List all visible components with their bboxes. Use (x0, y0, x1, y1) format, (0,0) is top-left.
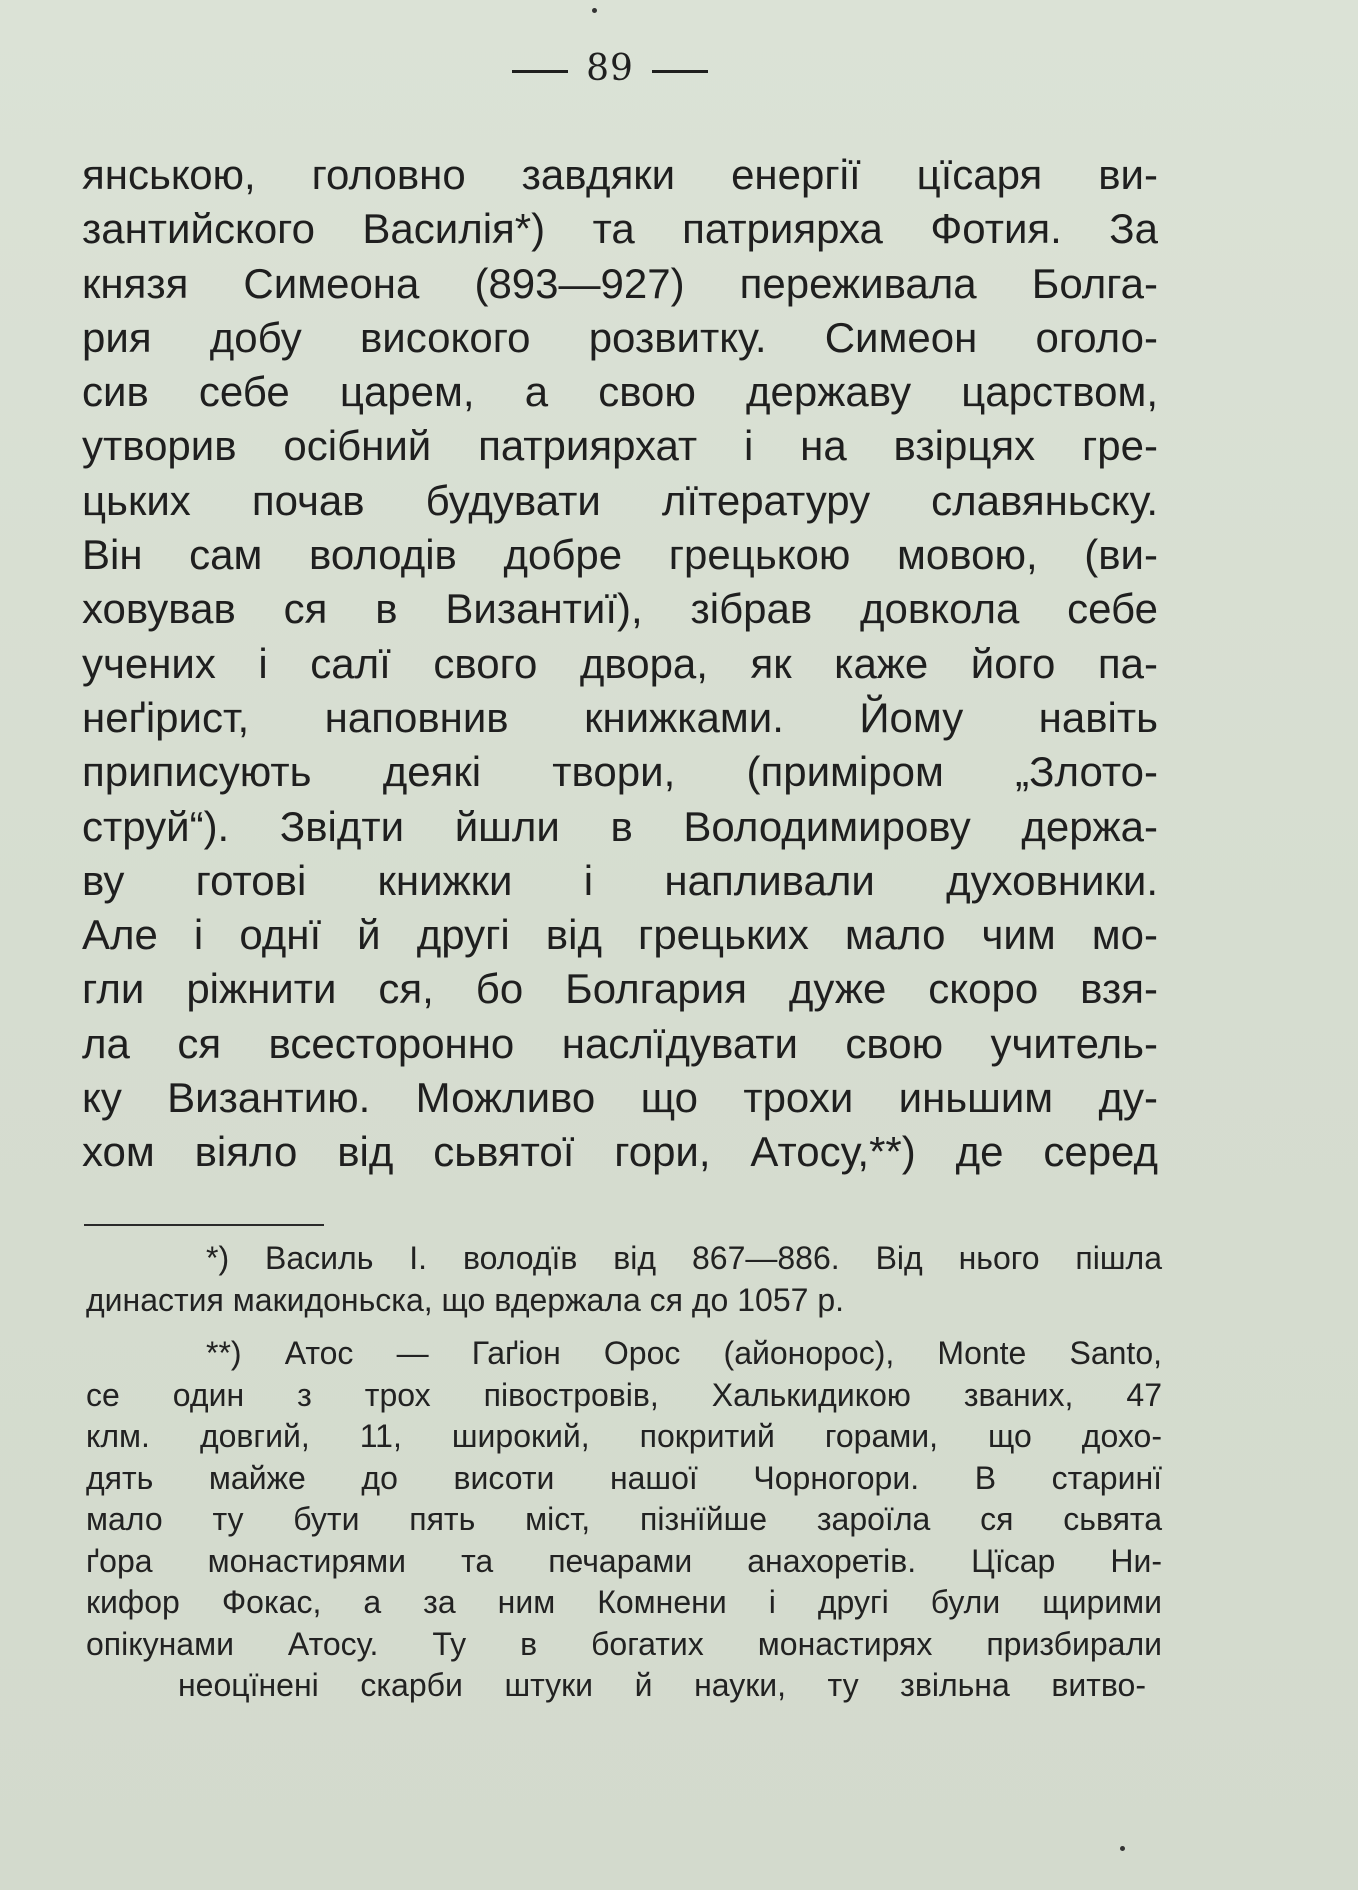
body-line: Але і однї й другі від грецьких мало чим мо- (82, 911, 1158, 959)
page-number-dash-left (512, 70, 568, 73)
footnote-1 (86, 1238, 1162, 1321)
footnote-line: дять майже до висоти нашої Чорногори. В старинї (86, 1459, 1162, 1496)
body-line: утворив осібний патриярхат і на взірцях гре- (82, 422, 1158, 470)
body-line: учених і салї свого двора, як каже його па- (82, 639, 1158, 687)
body-line: хом віяло від сьвятої гори, Атосу,**) де серед (82, 1128, 1158, 1176)
footnote-line: се один з трох півостровів, Халькидикою званих, 47 (86, 1376, 1162, 1413)
footnote-line: мало ту бути пять міст, пізнїйше зароїла ся сьвята (86, 1501, 1162, 1537)
body-line: ку Византию. Можливо що трохи иньшим ду- (82, 1074, 1158, 1122)
print-speck (592, 8, 597, 13)
footnotes (86, 1238, 1162, 1707)
body-line: ховував ся в Византиї), зібрав довкола себе (82, 585, 1158, 633)
footnote-separator (84, 1224, 324, 1226)
footnote-line: клм. довгий, 11, широкий, покритий горами, що дохо- (86, 1418, 1162, 1454)
footnote-line: неоцїнені скарби штуки й науки, ту звільна витво- (178, 1667, 1146, 1703)
body-line: янськoю, головно завдяки енергії цїсаря ви- (82, 151, 1158, 198)
body-line: ла ся всесторонно наслїдувати свою учитель- (82, 1019, 1158, 1067)
body-line: князя Симеона (893—927) переживала Болга- (82, 259, 1158, 307)
body-line: струй“). Звідти йшли в Володимирову держа- (82, 802, 1158, 850)
body-line: сив себе царем, а свою державу царством, (82, 368, 1158, 416)
page-number-value: 89 (586, 48, 634, 89)
body-line: неґірист, наповнив книжками. Йому навіть (82, 693, 1158, 741)
page-number-dash-right (652, 70, 708, 73)
footnote-line: *) Василь І. володїв від 867—886. Від нього пішла (206, 1240, 1162, 1276)
body-line: зантийского Василія*) та патриярха Фотия. За (82, 205, 1158, 253)
body-line: Він сам володів добре грецькою мовою, (ви- (82, 531, 1158, 579)
print-speck (1120, 1846, 1125, 1851)
body-text (82, 148, 1158, 1180)
body-line: приписують деякі твори, (приміром „Злото- (82, 748, 1158, 796)
body-line: гли ріжнити ся, бо Болгария дуже скоро взя- (82, 965, 1158, 1013)
body-line: рия добу високого розвитку. Симеон оголо- (82, 313, 1158, 361)
footnote-line: кифор Фокас, а за ним Комнени і другі були щирими (86, 1584, 1162, 1620)
footnote-line: **) Атос — Гаґіон Орос (айонорос), Monte Santo, (206, 1335, 1162, 1371)
footnote-line: опікунами Атосу. Ту в богатих монастирях призбирали (86, 1625, 1162, 1662)
body-line: цьких почав будувати лїтературу славяньску. (82, 476, 1158, 524)
page-number (0, 48, 1220, 89)
body-line: ву готові книжки і напливали духовники. (82, 856, 1158, 904)
footnote-line: ґора монастирями та печарами анахоретів. Цїсар Ни- (86, 1542, 1162, 1579)
footnote-line: династия макидоньска, що вдержала ся до 1057 р. (86, 1281, 844, 1318)
footnote-2 (86, 1333, 1162, 1707)
